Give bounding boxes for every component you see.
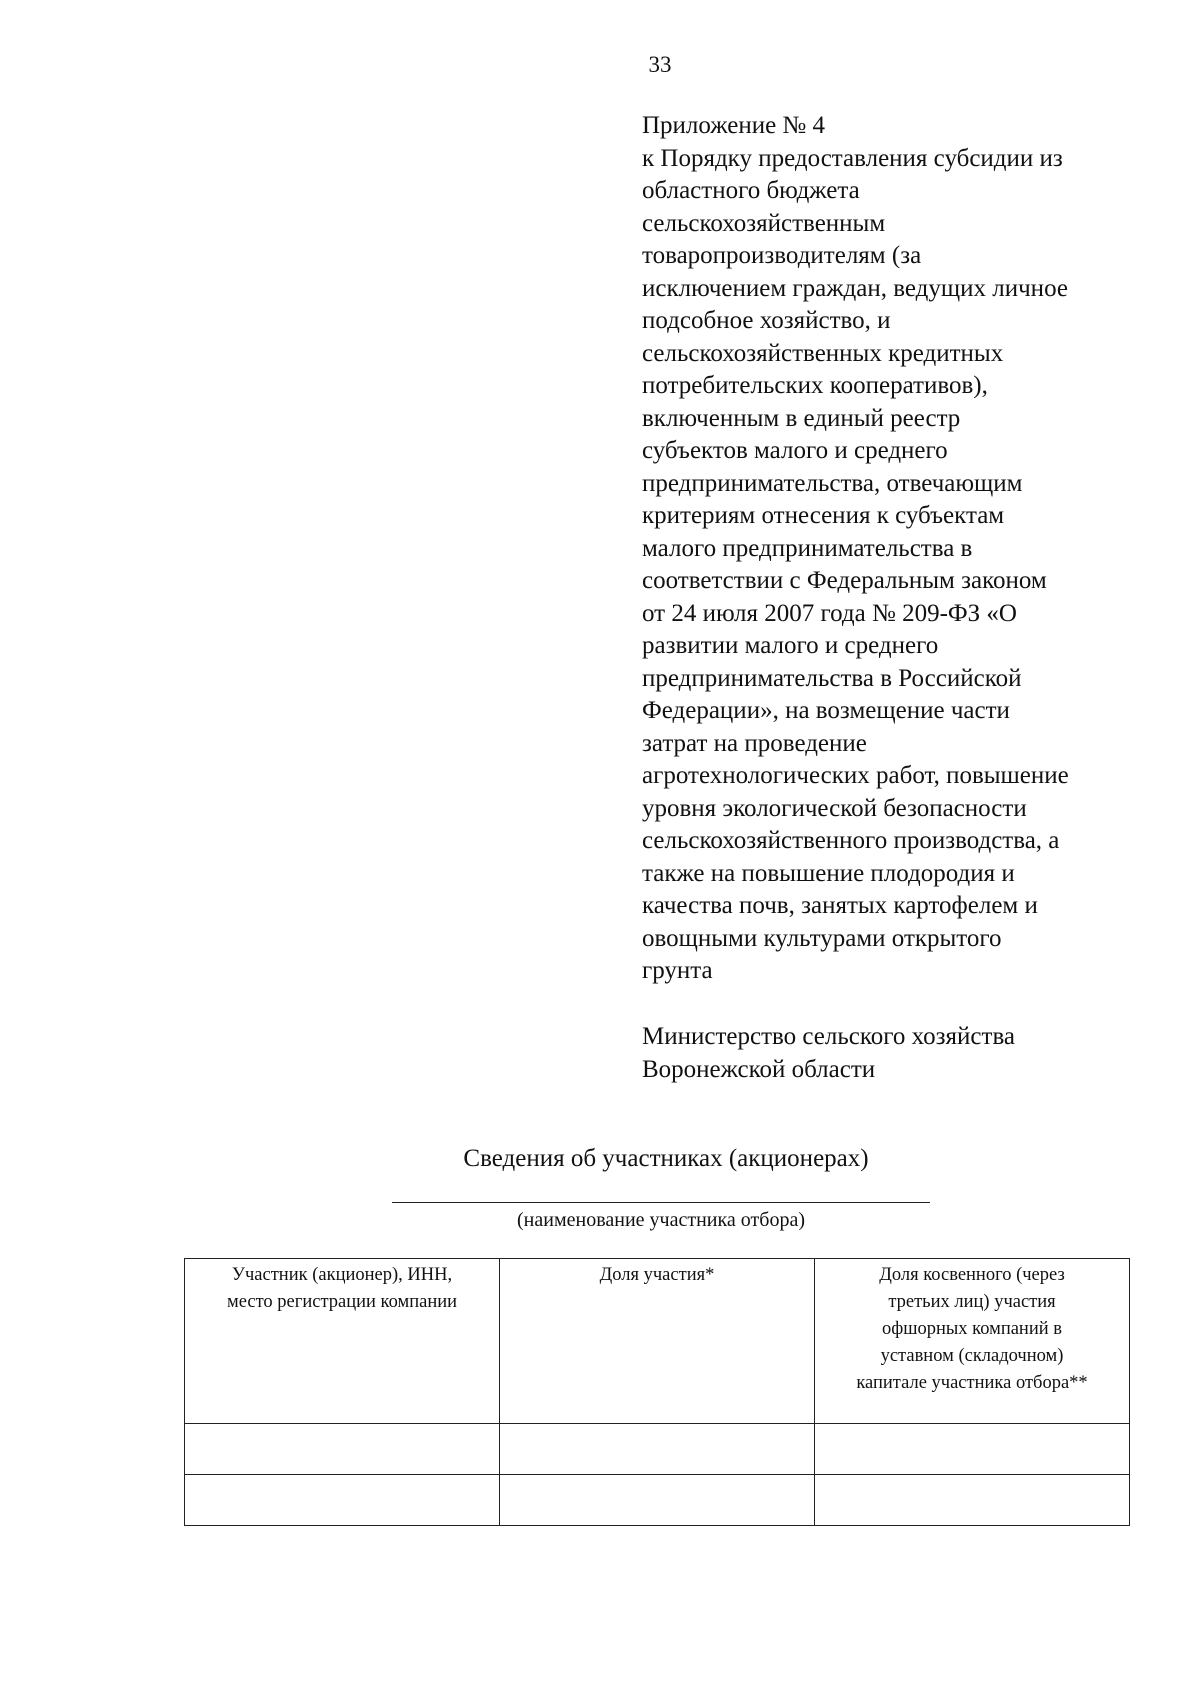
annex-line: исключением граждан, ведущих личное bbox=[642, 274, 1068, 302]
document-title: Сведения об участниках (акционерах) bbox=[463, 1145, 869, 1172]
table-cell[interactable] bbox=[500, 1475, 815, 1526]
page-number: 33 bbox=[648, 52, 672, 77]
annex-line: включенным в единый реестр bbox=[642, 404, 961, 432]
recipient-line-1: Министерство сельского хозяйства bbox=[642, 1023, 1016, 1050]
annex-line: сельскохозяйственным bbox=[642, 209, 886, 237]
annex-line: также на повышение плодородия и bbox=[642, 859, 1015, 887]
header-offshore-share: Доля косвенного (через третьих лиц) участия офшорных компаний в уставном (складочном) капитале участника отбора** bbox=[815, 1259, 1130, 1424]
annex-line: подсобное хозяйство, и bbox=[642, 307, 891, 334]
participants-table bbox=[184, 1258, 1130, 1526]
table-cell[interactable] bbox=[185, 1424, 500, 1475]
annex-block bbox=[642, 110, 1162, 988]
table-row bbox=[185, 1475, 1130, 1526]
annex-line: сельскохозяйственных кредитных bbox=[642, 339, 1004, 367]
table-cell[interactable] bbox=[815, 1475, 1130, 1526]
annex-line: соответствии с Федеральным законом bbox=[642, 567, 1047, 594]
annex-line: качества почв, занятых картофелем и bbox=[642, 892, 1038, 919]
annex-line: от 24 июля 2007 года № 209-ФЗ «О bbox=[642, 599, 1017, 627]
annex-line: уровня экологической безопасности bbox=[642, 794, 1027, 822]
annex-line: овощными культурами открытого bbox=[642, 924, 1002, 952]
table-cell[interactable] bbox=[185, 1475, 500, 1526]
annex-line: грунта bbox=[642, 957, 713, 984]
annex-line: Приложение № 4 bbox=[642, 112, 826, 139]
annex-line: развитии малого и среднего bbox=[642, 632, 939, 659]
annex-line: критериям отнесения к субъектам bbox=[642, 502, 1005, 529]
table-cell[interactable] bbox=[815, 1424, 1130, 1475]
annex-line: предпринимательства в Российской bbox=[642, 664, 1022, 692]
annex-line: сельскохозяйственного производства, а bbox=[642, 827, 1060, 854]
table-cell[interactable] bbox=[500, 1424, 815, 1475]
annex-line: предпринимательства, отвечающим bbox=[642, 469, 1023, 497]
annex-line: малого предпринимательства в bbox=[642, 534, 973, 562]
annex-line: товаропроизводителям (за bbox=[642, 242, 922, 269]
participant-name-caption: (наименование участника отбора) bbox=[517, 1209, 805, 1231]
annex-line: агротехнологических работ, повышение bbox=[642, 762, 1069, 789]
annex-line: областного бюджета bbox=[642, 177, 860, 204]
participant-name-line bbox=[392, 1202, 930, 1203]
header-participant: Участник (акционер), ИНН, место регистрации компании bbox=[185, 1259, 500, 1424]
header-share: Доля участия* bbox=[500, 1259, 815, 1424]
annex-line: субъектов малого и среднего bbox=[642, 437, 948, 464]
recipient-line-2: Воронежской области bbox=[642, 1056, 876, 1083]
annex-line: затрат на проведение bbox=[642, 729, 867, 757]
annex-line: потребительских кооперативов), bbox=[642, 372, 988, 399]
recipient-block bbox=[642, 1020, 1162, 1086]
annex-line: Федерации», на возмещение части bbox=[642, 697, 1010, 724]
annex-line: к Порядку предоставления субсидии из bbox=[642, 144, 1063, 172]
table-header-row bbox=[185, 1259, 1130, 1424]
table-row bbox=[185, 1424, 1130, 1475]
